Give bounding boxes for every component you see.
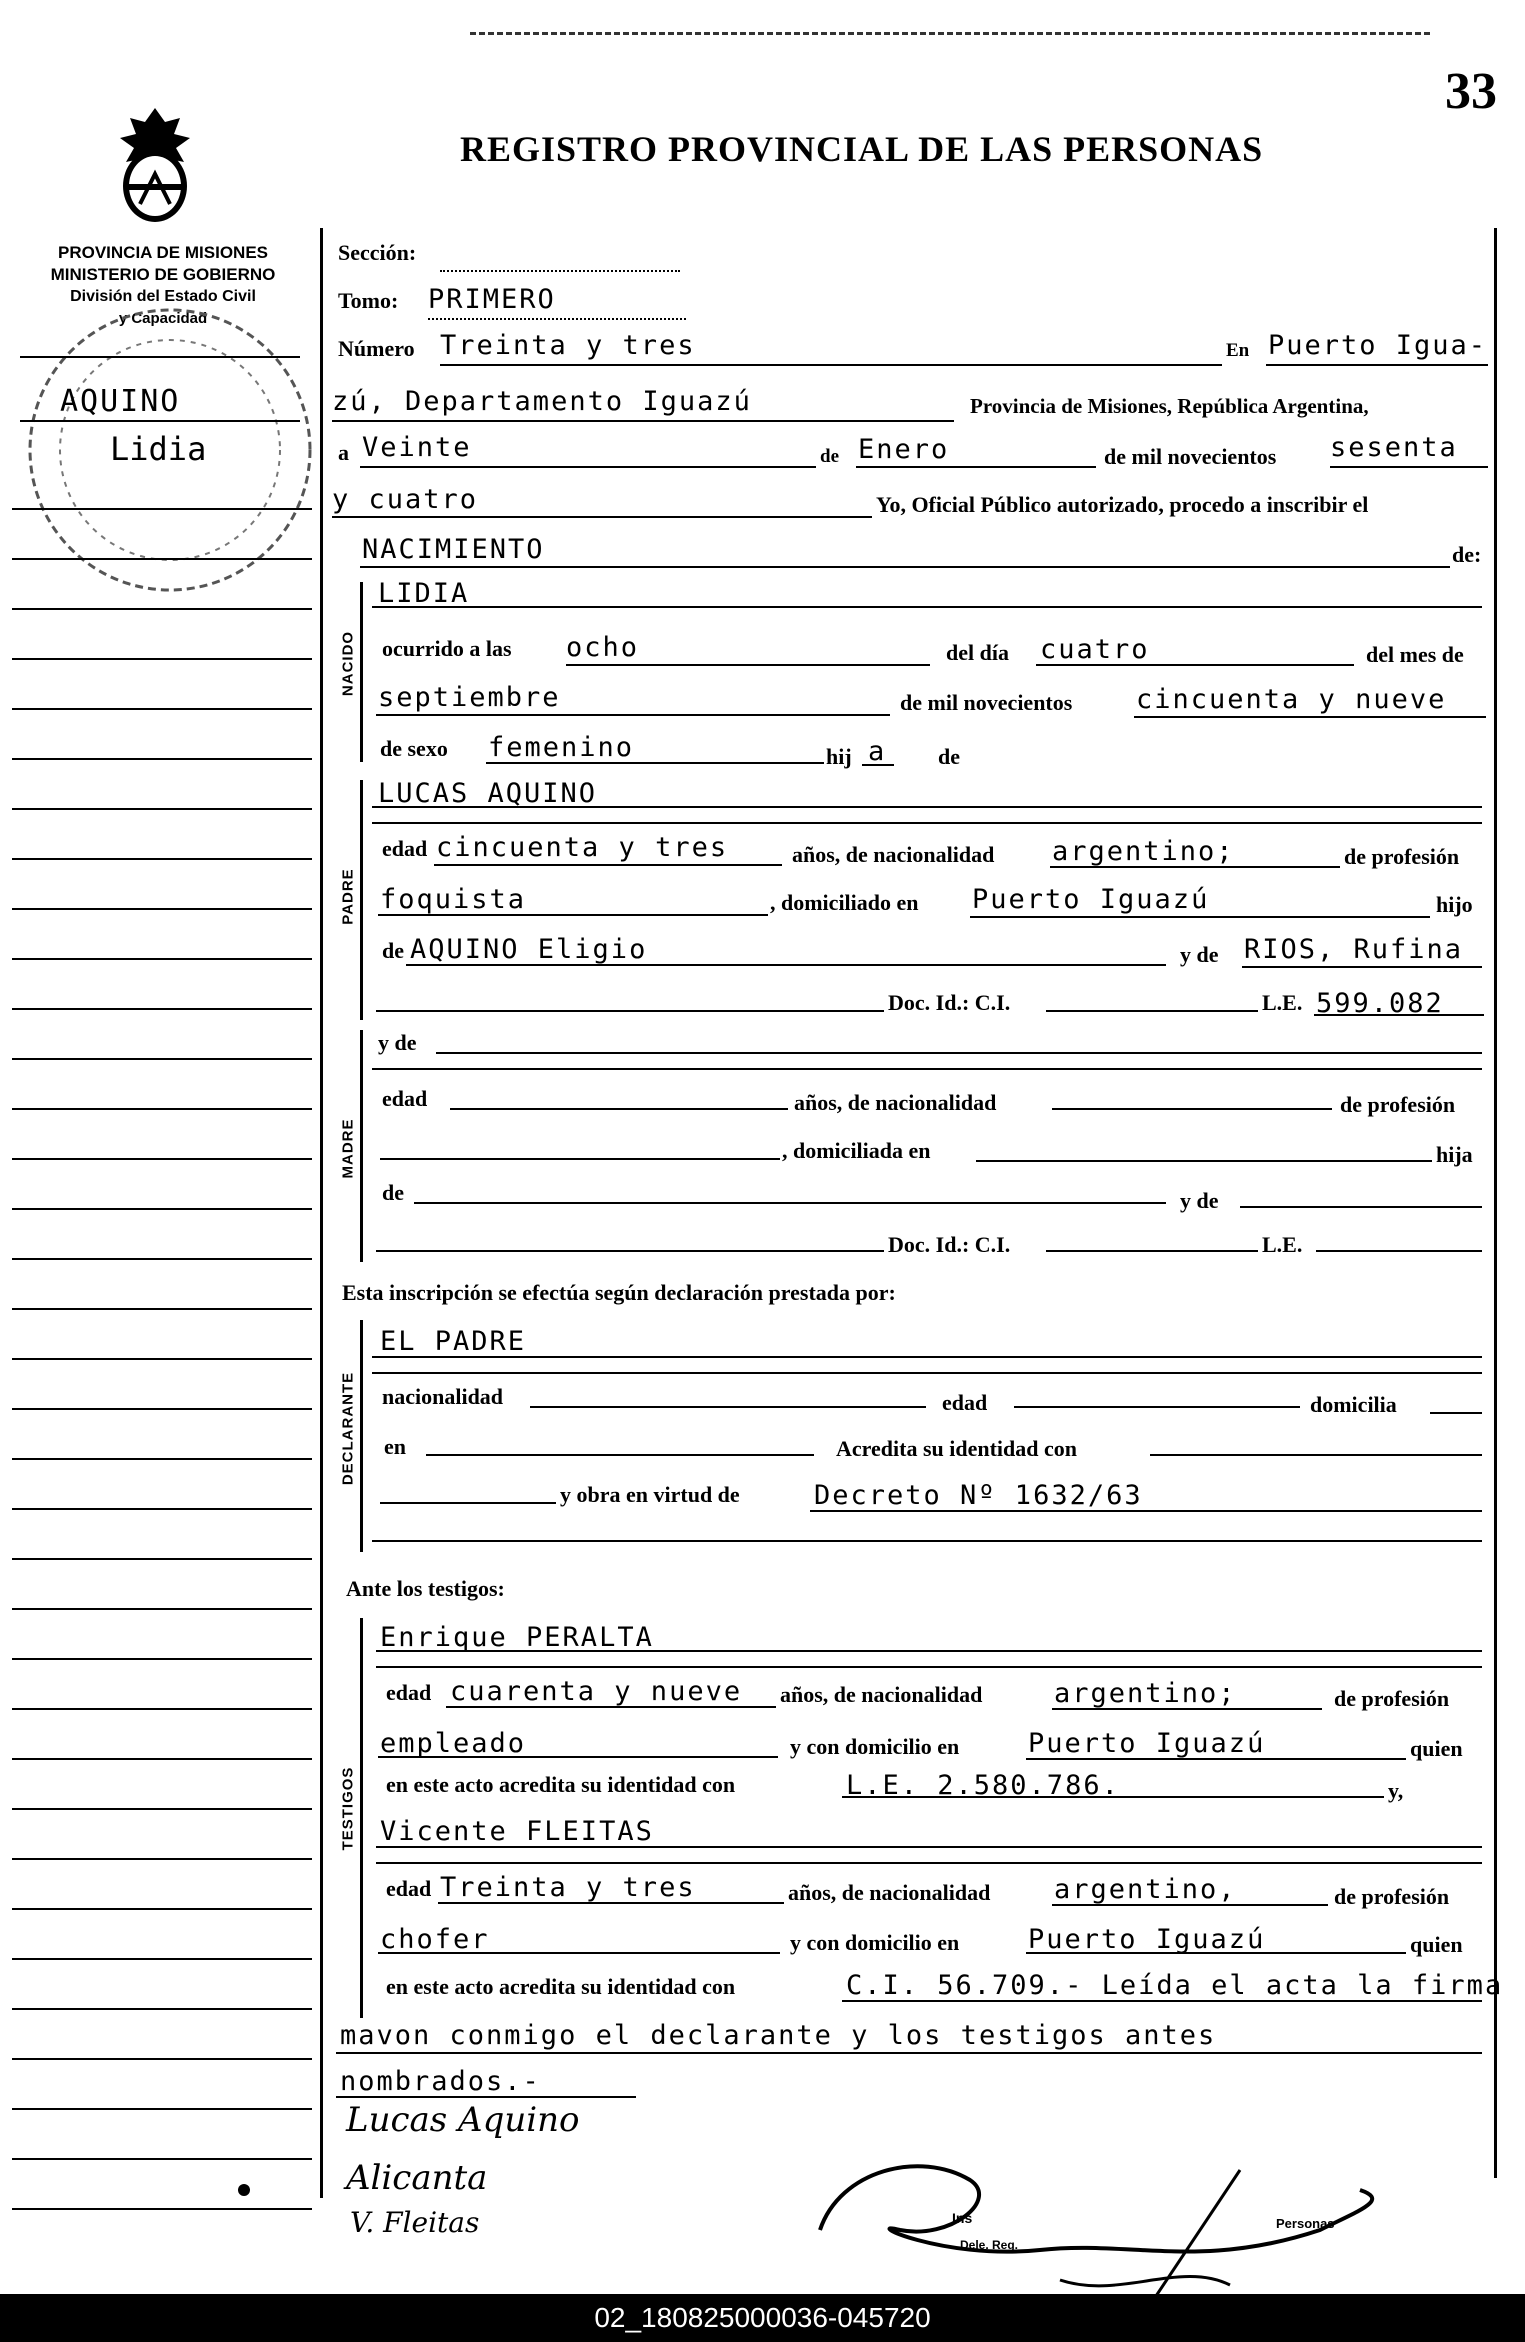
de-label: de bbox=[820, 446, 839, 467]
madre-side-label: MADRE bbox=[339, 1118, 357, 1179]
padre-doc-label: Doc. Id.: C.I. bbox=[888, 990, 1011, 1015]
tomo-label: Tomo: bbox=[338, 288, 399, 313]
testigo1-nac-label: años, de nacionalidad bbox=[780, 1682, 983, 1707]
declarante-en-label: en bbox=[384, 1434, 406, 1459]
testigo2-edad-label: edad bbox=[386, 1876, 432, 1901]
padre-prof-value: foquista bbox=[380, 884, 527, 915]
nacido-year-value: cincuenta y nueve bbox=[1136, 684, 1447, 715]
org-ministry: MINISTERIO DE GOBIERNO bbox=[50, 265, 276, 284]
declarante-obra-label: y obra en virtud de bbox=[560, 1482, 740, 1507]
madre-hija-label: hija bbox=[1436, 1142, 1473, 1167]
numero-label: Número bbox=[338, 336, 415, 361]
signature-1: Lucas Aquino bbox=[346, 2100, 580, 2140]
de-colon: de: bbox=[1452, 542, 1482, 567]
testigo1-prof-label: de profesión bbox=[1334, 1686, 1450, 1711]
testigo2-dom-label: y con domicilio en bbox=[790, 1930, 960, 1955]
day-value: Veinte bbox=[362, 432, 472, 463]
a-label: a bbox=[338, 440, 349, 465]
padre-le-label: L.E. bbox=[1262, 990, 1303, 1015]
testigo2-prof-value: chofer bbox=[380, 1924, 490, 1955]
stamp-ins: Ins bbox=[952, 2210, 973, 2226]
padre-mother-of: RIOS, Rufina bbox=[1244, 934, 1464, 965]
seccion-label: Sección: bbox=[338, 240, 417, 265]
testigo2-name: Vicente FLEITAS bbox=[380, 1816, 654, 1847]
testigo1-name: Enrique PERALTA bbox=[380, 1622, 654, 1653]
nacido-side-label: NACIDO bbox=[339, 630, 357, 697]
testigo1-nac-value: argentino; bbox=[1054, 1678, 1237, 1709]
mil-text: de mil novecientos bbox=[1104, 444, 1277, 469]
en-value: Puerto Igua- bbox=[1268, 330, 1488, 361]
nacido-name: LIDIA bbox=[378, 578, 470, 609]
stamp-dele-reg: Dele. Reg. bbox=[960, 2238, 1019, 2252]
padre-y-de-label: y de bbox=[1180, 942, 1219, 967]
testigo2-acredita: en este acto acredita su identidad con bbox=[386, 1974, 736, 1999]
month-value: Enero bbox=[858, 434, 950, 465]
madre-y-de-label: y de bbox=[378, 1030, 417, 1055]
ocurrido-label: ocurrido a las bbox=[382, 636, 512, 661]
madre-dom-label: , domiciliada en bbox=[782, 1138, 931, 1163]
padre-edad-label: edad bbox=[382, 836, 428, 861]
testigo2-id-value: C.I. 56.709.- Leída el acta la firma bbox=[846, 1970, 1504, 2001]
coat-of-arms-icon bbox=[100, 104, 210, 224]
padre-nac-value: argentino; bbox=[1052, 836, 1235, 867]
madre-nac-label: años, de nacionalidad bbox=[794, 1090, 997, 1115]
testigos-intro: Ante los testigos: bbox=[346, 1576, 505, 1601]
hour-value: ocho bbox=[566, 632, 640, 663]
testigo1-dom-value: Puerto Iguazú bbox=[1028, 1728, 1266, 1759]
mil-label: de mil novecientos bbox=[900, 690, 1073, 715]
declarante-acredita-label: Acredita su identidad con bbox=[836, 1436, 1078, 1461]
testigo1-acredita: en este acto acredita su identidad con bbox=[386, 1772, 736, 1797]
testigo1-edad-value: cuarenta y nueve bbox=[450, 1676, 743, 1707]
margin-surname: AQUINO bbox=[60, 384, 181, 419]
testigo2-prof-label: de profesión bbox=[1334, 1884, 1450, 1909]
padre-de-label: de bbox=[382, 938, 404, 963]
closing-line-1: mavon conmigo el declarante y los testigos antes bbox=[340, 2020, 1217, 2051]
closing-line-2: nombrados.- bbox=[340, 2066, 541, 2097]
testigo1-end: y, bbox=[1388, 1778, 1404, 1803]
testigo1-quien: quien bbox=[1410, 1736, 1463, 1761]
place-continued: zú, Departamento Iguazú bbox=[332, 386, 752, 417]
declarante-obra-value: Decreto Nº 1632/63 bbox=[814, 1480, 1143, 1511]
padre-edad-value: cincuenta y tres bbox=[436, 832, 729, 863]
padre-dom-label: , domiciliado en bbox=[770, 890, 919, 915]
declarante-side-label: DECLARANTE bbox=[339, 1371, 357, 1486]
numero-value: Treinta y tres bbox=[440, 330, 696, 361]
top-scan-line bbox=[470, 32, 1430, 35]
declarante-edad-label: edad bbox=[942, 1390, 988, 1415]
page-title: REGISTRO PROVINCIAL DE LAS PERSONAS bbox=[460, 129, 1264, 169]
hij-label: hij bbox=[826, 744, 852, 769]
testigo2-edad-value: Treinta y tres bbox=[440, 1872, 696, 1903]
madre-prof-label: de profesión bbox=[1340, 1092, 1456, 1117]
padre-father-of: AQUINO Eligio bbox=[410, 934, 648, 965]
madre-y-de2-label: y de bbox=[1180, 1188, 1219, 1213]
testigo1-edad-label: edad bbox=[386, 1680, 432, 1705]
year-value-2: y cuatro bbox=[332, 484, 479, 515]
testigo2-dom-value: Puerto Iguazú bbox=[1028, 1924, 1266, 1955]
yo-text: Yo, Oficial Público autorizado, procedo a inscribir el bbox=[876, 492, 1369, 517]
testigo2-nac-label: años, de nacionalidad bbox=[788, 1880, 991, 1905]
declarante-intro: Esta inscripción se efectúa según declaración prestada por: bbox=[342, 1280, 896, 1305]
signature-3: V. Fleitas bbox=[350, 2206, 480, 2239]
margin-firstname: Lidia bbox=[110, 430, 207, 468]
en-label: En bbox=[1226, 340, 1250, 361]
padre-le-value: 599.082 bbox=[1316, 988, 1444, 1019]
declarante-name: EL PADRE bbox=[380, 1326, 527, 1357]
padre-name: LUCAS AQUINO bbox=[378, 778, 598, 809]
del-mes-label: del mes de bbox=[1366, 642, 1464, 667]
org-division: División del Estado Civil bbox=[70, 288, 256, 305]
madre-le-label: L.E. bbox=[1262, 1232, 1303, 1257]
madre-edad-label: edad bbox=[382, 1086, 428, 1111]
padre-prof-label: de profesión bbox=[1344, 844, 1460, 869]
nacido-month-value: septiembre bbox=[378, 682, 561, 713]
testigo1-prof-value: empleado bbox=[380, 1728, 527, 1759]
page-number: 33 bbox=[1445, 63, 1497, 120]
sexo-label: de sexo bbox=[380, 736, 448, 761]
padre-hijo-label: hijo bbox=[1436, 892, 1473, 917]
hij-value: a bbox=[868, 736, 887, 767]
padre-dom-value: Puerto Iguazú bbox=[972, 884, 1210, 915]
declarante-nac-label: nacionalidad bbox=[382, 1384, 504, 1409]
footer-code: 02_180825000036-045720 bbox=[0, 2294, 1525, 2342]
padre-side-label: PADRE bbox=[339, 868, 357, 925]
madre-de-label: de bbox=[382, 1180, 404, 1205]
signature-2: Alicanta bbox=[346, 2158, 488, 2198]
declarante-dom-label: domicilia bbox=[1310, 1392, 1397, 1417]
stamp-personas: Personas bbox=[1276, 2216, 1335, 2231]
tomo-value: PRIMERO bbox=[428, 284, 556, 315]
org-capacity: y Capacidad bbox=[118, 310, 208, 327]
madre-doc-label: Doc. Id.: C.I. bbox=[888, 1232, 1011, 1257]
testigos-side-label: TESTIGOS bbox=[339, 1766, 357, 1851]
padre-nac-label: años, de nacionalidad bbox=[792, 842, 995, 867]
act-value: NACIMIENTO bbox=[362, 534, 545, 565]
provincia-text: Provincia de Misiones, República Argentina, bbox=[970, 394, 1369, 418]
testigo1-dom-label: y con domicilio en bbox=[790, 1734, 960, 1759]
sexo-value: femenino bbox=[488, 732, 635, 763]
testigo2-nac-value: argentino, bbox=[1054, 1874, 1237, 1905]
org-province: PROVINCIA DE MISIONES bbox=[57, 243, 268, 262]
nacido-de-label: de bbox=[938, 744, 960, 769]
del-dia-label: del día bbox=[946, 640, 1009, 665]
testigo1-id-value: L.E. 2.580.786. bbox=[846, 1770, 1120, 1801]
testigo2-quien: quien bbox=[1410, 1932, 1463, 1957]
nacido-day-value: cuatro bbox=[1040, 634, 1150, 665]
year-value-1: sesenta bbox=[1330, 432, 1458, 463]
